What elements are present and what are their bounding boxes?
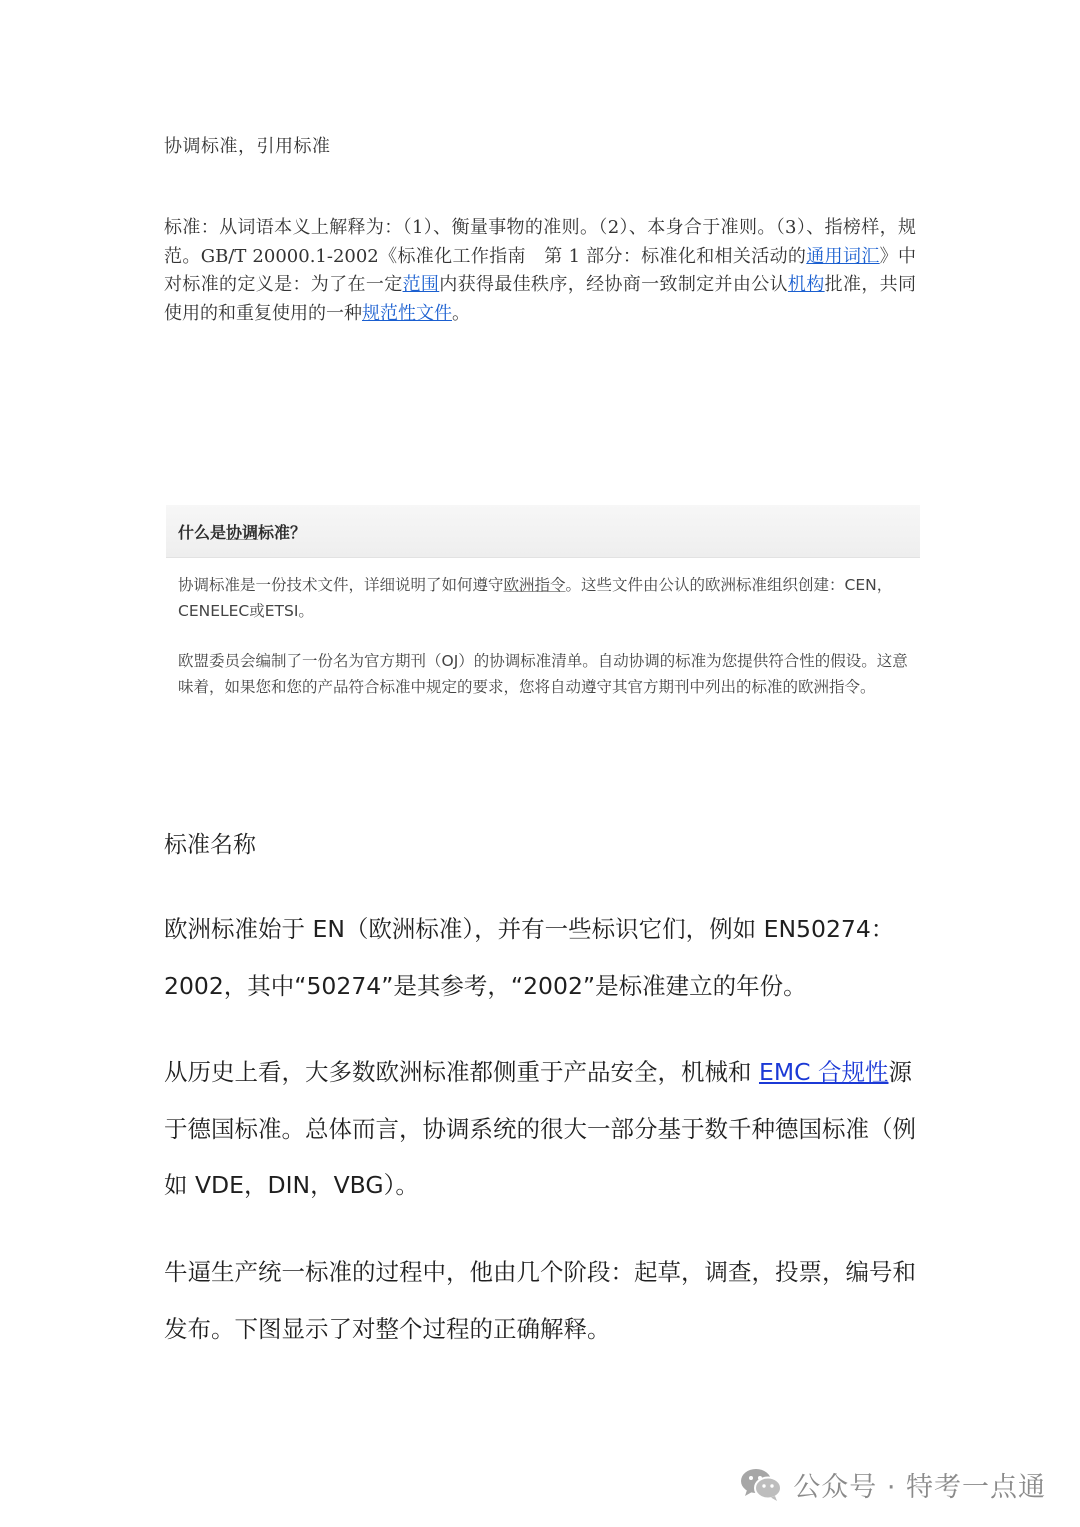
body-paragraph-1: 欧洲标准始于 EN（欧洲标准），并有一些标识它们，例如 EN50274：2002，其中“50274”是其参考，“2002”是标准建立的年份。: [164, 915, 895, 1000]
link-normative-document[interactable]: 规范性文件: [362, 302, 452, 324]
definition-text-1: 标准：从词语本义上解释为：（1）、衡量事物的准则。（2）、本身合于准则。（3）、指榜样，规范。GB/T 20000.1-2002《标准化工作指南 第 1 部分：标准化和相关活动的: [164, 217, 916, 267]
footer-text: 公众号 · 特考一点通: [793, 1471, 1046, 1503]
link-general-vocabulary[interactable]: 通用词汇: [806, 245, 880, 267]
callout-paragraph-1: [166, 572, 920, 624]
callout-heading-part-3: 标准？: [258, 522, 307, 542]
callout-p1-text-a: 协调标准是一份技术文件，详细说明了如何遵守: [178, 576, 504, 594]
definition-text-3: 内获得最佳秩序，经协商一致制定并由公认: [439, 274, 788, 295]
standard-definition-paragraph: [164, 214, 916, 328]
link-emc-compliance[interactable]: EMC 合规性: [758, 1058, 889, 1086]
callout-heading-part-2: 协调: [226, 522, 259, 542]
wechat-icon: [739, 1466, 783, 1502]
body-p2-text-a: 从历史上看，大多数欧洲标准都侧重于产品安全，机械和: [164, 1058, 759, 1086]
standard-names-heading: 标准名称: [164, 832, 256, 858]
callout-p1-text-c: 。这些文件由公认的欧洲标准组织创建：CEN，CENELEC或ETSI。: [178, 576, 893, 620]
definition-text-2: 》中对标准的定义是：为了在一定: [164, 245, 917, 295]
callout-paragraph-2: 欧盟委员会编制了一份名为官方期刊（OJ）的协调标准清单。自动协调的标准为您提供符合性的假设。这意味着，如果您和您的产品符合标准中规定的要求，您将自动遵守其官方期刊中列出的标准的欧洲指令。: [178, 652, 908, 696]
body-paragraph-3: 牛逼生产统一标准的过程中，他由几个阶段：起草，调查，投票，编号和发布。下图显示了对整个过程的正确解释。: [164, 1258, 916, 1343]
harmonized-standard-callout: [166, 505, 920, 751]
footer-watermark: [739, 1462, 1046, 1506]
link-institution[interactable]: 机构: [787, 274, 825, 295]
section-title: 协调标准，引用标准: [164, 136, 331, 157]
callout-heading-part-1: 什么是: [178, 522, 227, 542]
definition-text-4: 批准，共同使用的和重复使用的一种: [164, 274, 917, 324]
body-p2-text-b: 源于德国标准。总体而言，协调系统的很大一部分基于数千种德国标准（例如 VDE，DIN，VBG）。: [164, 1058, 916, 1199]
link-scope[interactable]: 范围: [402, 274, 440, 295]
callout-p1-eu-directive: 欧洲指令: [503, 576, 566, 594]
definition-text-5: 。: [452, 302, 470, 324]
callout-heading: [166, 505, 920, 558]
body-paragraph-2: [164, 1044, 924, 1214]
